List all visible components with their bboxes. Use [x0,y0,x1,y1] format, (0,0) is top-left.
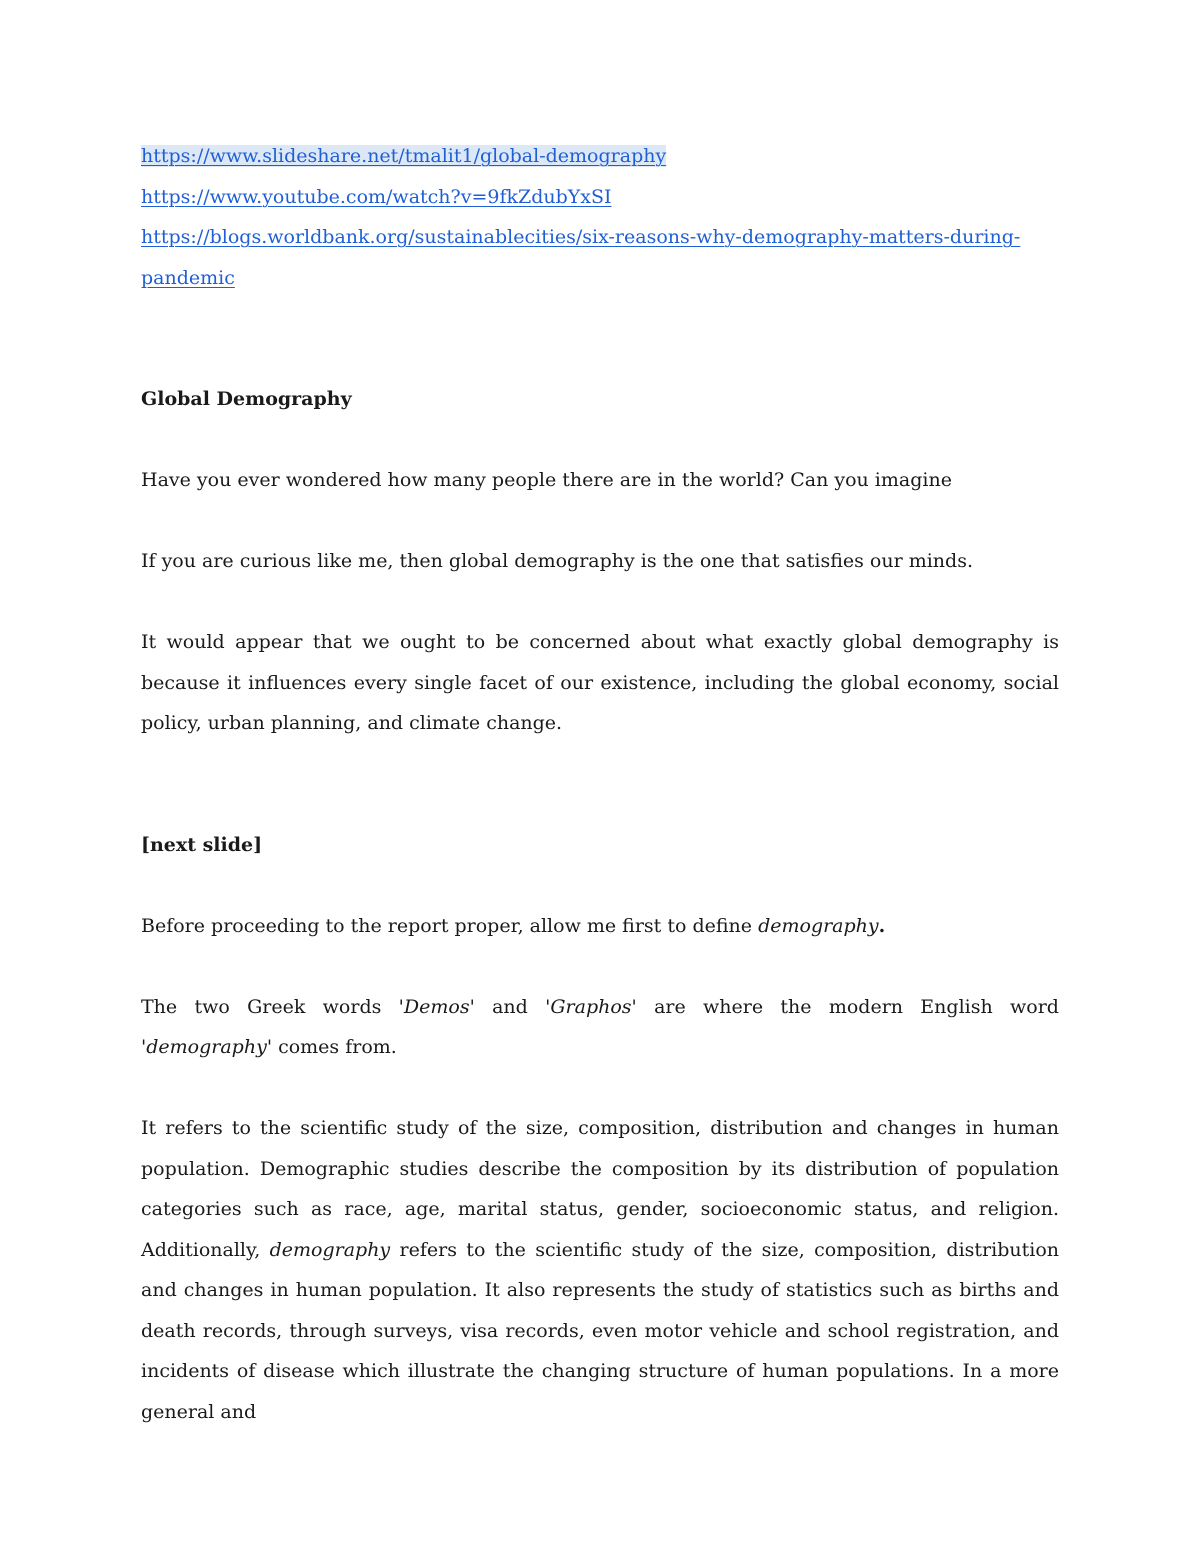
link-worldbank-part2: pandemic [141,266,235,289]
link-worldbank[interactable] [141,226,1020,289]
emphasis-demography: demography [269,1238,391,1261]
paragraph-greek-words [141,987,1059,1068]
emphasis-graphos: Graphos [550,995,632,1018]
emphasis-demos: Demos [403,995,470,1018]
text-fragment: ' are where the modern English word ' [141,995,1059,1058]
text-fragment: The two Greek words ' [141,995,404,1018]
text-fragment: ' and ' [469,995,551,1018]
paragraph-wondered: Have you ever wondered how many people there are in the world? Can you imagine [141,469,952,491]
text-fragment: It refers to the scientific study of the size, composition, distribution and changes in human population. Demographic studies describe the composition by its distribution of population categories such as race, age, marital status, gender, socioeconomic status, and religion. Additionally, [141,1117,1059,1261]
link-worldbank-part1: https://blogs.worldbank.org/sustainablecities/six-reasons-why-demography-matters-during- [141,226,1021,248]
document-page [141,136,1059,1432]
text-fragment: Before proceeding to the report proper, allow me first to define [141,914,759,937]
link-line-slideshare [141,136,1059,177]
paragraph-concerned: It would appear that we ought to be concerned about what exactly global demography is because it influences every single facet of our existence, including the global economy, social policy, urban planning, and climate change. [141,631,1059,734]
link-youtube[interactable]: https://www.youtube.com/watch?v=9fkZdubYxSI [141,185,612,208]
text-fragment: refers to the scientific study of the size, composition, distribution and changes in human population. It also represents the study of statistics such as births and death records, through surveys, visa records, even motor vehicle and school registration, and incidents of disease which illustrate the changing structure of human populations. In a more general and [141,1238,1060,1423]
emphasis-demography: demography [758,914,879,937]
emphasis-demography: demography [146,1036,267,1058]
link-slideshare[interactable]: https://www.slideshare.net/tmalit1/global-demography [141,145,667,167]
paragraph-curious: If you are curious like me, then global demography is the one that satisfies our minds. [141,550,973,572]
link-line-youtube [141,177,1059,218]
reference-links [141,136,1059,298]
paragraph-scientific-study [141,1108,1059,1432]
section-heading-global-demography: Global Demography [141,388,352,410]
text-fragment: . [878,914,886,937]
text-fragment: ' comes from. [266,1036,397,1058]
section-heading-next-slide: [next slide] [141,833,263,856]
paragraph-define [141,906,1059,947]
link-line-worldbank [141,217,1059,298]
